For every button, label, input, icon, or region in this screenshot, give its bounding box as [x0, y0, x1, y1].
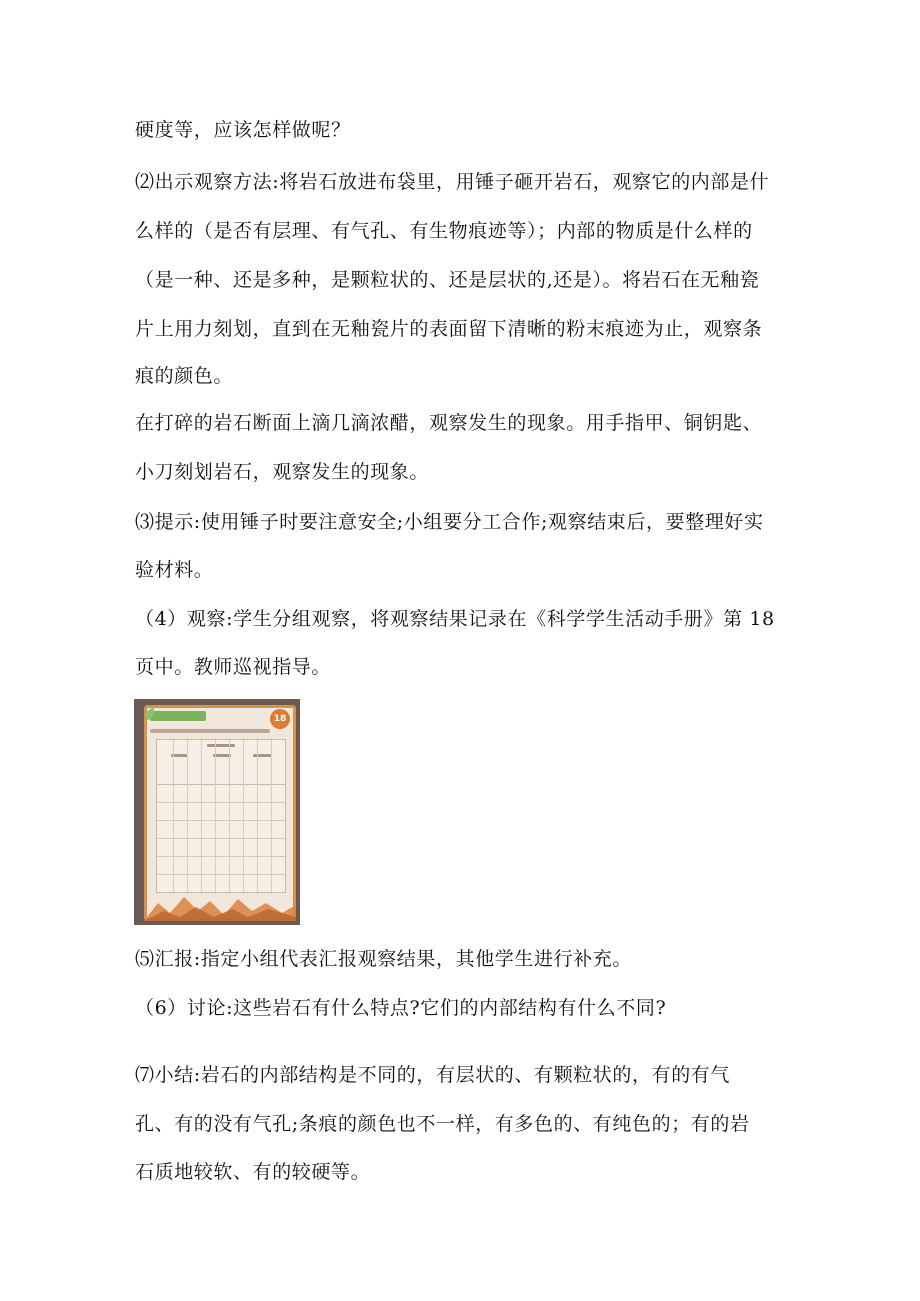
paragraph-line: 硬度等，应该怎样做呢？	[135, 119, 351, 141]
paragraph-line: ⑵出示观察方法:将岩石放进布袋里，用锤子砸开岩石，观察它的内部是什	[135, 171, 770, 193]
paragraph-line: 石质地较软、有的较硬等。	[135, 1161, 371, 1183]
paragraph-line: ⑸汇报:指定小组代表汇报观察结果，其他学生进行补充。	[135, 948, 633, 970]
paragraph-line: 孔、有的没有气孔;条痕的颜色也不一样，有多色的、有纯色的；有的岩	[135, 1113, 750, 1135]
table-row	[157, 820, 285, 821]
paragraph-line: （4）观察:学生分组观察，将观察结果记录在《科学学生活动手册》第 18	[135, 608, 775, 630]
mountain-illustration	[144, 891, 296, 921]
paragraph-line: ⑺小结:岩石的内部结构是不同的，有层状的、有颗粒状的，有的有气	[135, 1064, 731, 1086]
header-mark	[253, 754, 271, 757]
workbook-photo	[134, 699, 300, 925]
paragraph-line: 么样的（是否有层理、有气孔、有生物痕迹等）；内部的物质是什么样的	[135, 220, 753, 242]
table-row	[157, 838, 285, 839]
paragraph-line: 在打碎的岩石断面上滴几滴浓醋，观察发生的现象。用手指甲、铜钥匙、	[135, 412, 763, 434]
paragraph-line: （是一种、还是多种，是颗粒状的、还是层状的,还是）。将岩石在无釉瓷	[135, 269, 760, 291]
table-row	[157, 874, 285, 875]
workbook-instruction	[150, 729, 270, 733]
table-row	[157, 856, 285, 857]
paragraph-line: （6）讨论:这些岩石有什么特点?它们的内部结构有什么不同?	[135, 997, 667, 1019]
paragraph-line: ⑶提示:使用锤子时要注意安全;小组要分工合作;观察结束后，要整理好实	[135, 511, 764, 533]
observation-table	[156, 739, 286, 893]
workbook-page	[144, 705, 296, 921]
table-row	[157, 802, 285, 803]
page-number-badge: 18	[270, 709, 290, 729]
paragraph-line: 小刀刻划岩石，观察发生的现象。	[135, 461, 430, 483]
header-mark	[207, 744, 235, 747]
table-header	[157, 740, 285, 785]
table-rows	[157, 784, 285, 892]
paragraph-line: 片上用力刻划，直到在无釉瓷片的表面留下清晰的粉末痕迹为止，观察条	[135, 318, 763, 340]
paragraph-line: 痕的颜色。	[135, 365, 234, 387]
workbook-title-banner	[150, 711, 206, 721]
paragraph-line: 页中。教师巡视指导。	[135, 656, 332, 678]
paragraph-line: 验材料。	[135, 559, 214, 581]
